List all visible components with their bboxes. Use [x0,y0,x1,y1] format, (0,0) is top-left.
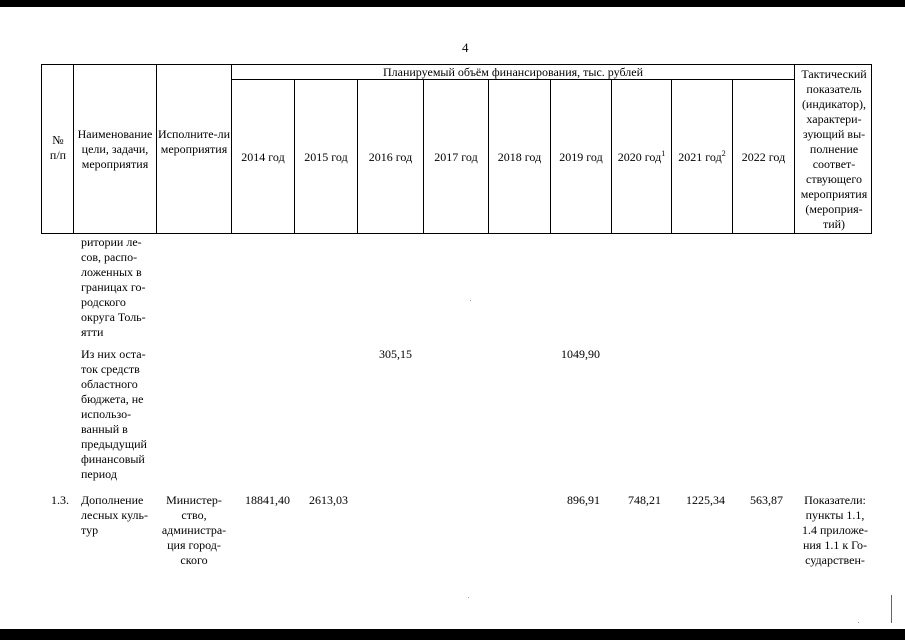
row-1-3-2022: 563,87 [750,493,783,507]
header-year-2022: 2022 год [741,150,786,164]
row-1-3-2021: 1225,34 [686,493,725,507]
header-col-name: Наименование цели, задачи, мероприятия [77,127,153,171]
scan-bottom-border [0,629,905,640]
scan-speck [470,300,471,301]
header-col-number: № п/п [49,133,67,162]
header-financing-title: Планируемый объём финансирования, тыс. рублей [382,65,643,79]
header-year-2015: 2015 год [304,150,348,164]
header-col-executor: Исполните-ли мероприятия [157,127,231,156]
header-year-2018: 2018 год [497,150,542,164]
header-year-2020 [612,150,671,165]
footnote-marker-2: 2 [721,149,726,158]
table-right-border [871,64,872,233]
header-year-2016: 2016 год [368,150,413,164]
row-1-3-indicator: Показатели: пункты 1.1, 1.4 приложе-ния 1.1 к Го-сударствен- [802,493,868,567]
row-1-3-executor: Министер-ство, администра-ция город-ского [161,493,227,567]
row-1-3-2015: 2613,03 [309,493,348,507]
header-year-2021 [672,150,732,165]
header-bottom-border [41,233,872,234]
header-year-2019: 2019 год [559,150,603,164]
row-continued-name: ритории ле-сов, распо-ложенных в границах го-родского округа Толь-ятти [81,235,146,339]
row-1-3-2020: 748,21 [628,493,661,507]
page-number: 4 [462,40,469,55]
header-year-2017: 2017 год [434,150,478,164]
row-1-3-name: Дополнение лесных куль-тур [81,493,149,537]
scan-edge-mark [891,595,892,623]
row-1-3-2019: 896,91 [567,493,600,507]
table-left-border [41,64,42,233]
scan-speck [858,622,859,623]
col-divider-3 [231,64,232,233]
scan-top-border [0,0,905,7]
row-remainder-2019: 1049,90 [561,347,600,361]
header-year-2014: 2014 год [241,150,285,164]
col-divider-12 [794,64,795,233]
row-1-3-number: 1.3. [51,493,69,507]
row-remainder-name: Из них оста-ток средств областного бюджета, не использо-ванный в предыдущий финансовый период [81,347,147,481]
row-remainder-2016: 305,15 [379,347,412,361]
header-col-indicator: Тактический показатель (индикатор), характери-зующий вы-полнение соответ-ствующего мероприятия (мероприя-тий) [800,67,868,231]
header-year-2020-label: 2020 год [617,150,662,164]
footnote-marker-1: 1 [661,149,666,158]
scan-speck [468,597,469,598]
row-1-3-2014: 18841,40 [245,493,290,507]
header-year-2021-label: 2021 год [678,150,722,164]
